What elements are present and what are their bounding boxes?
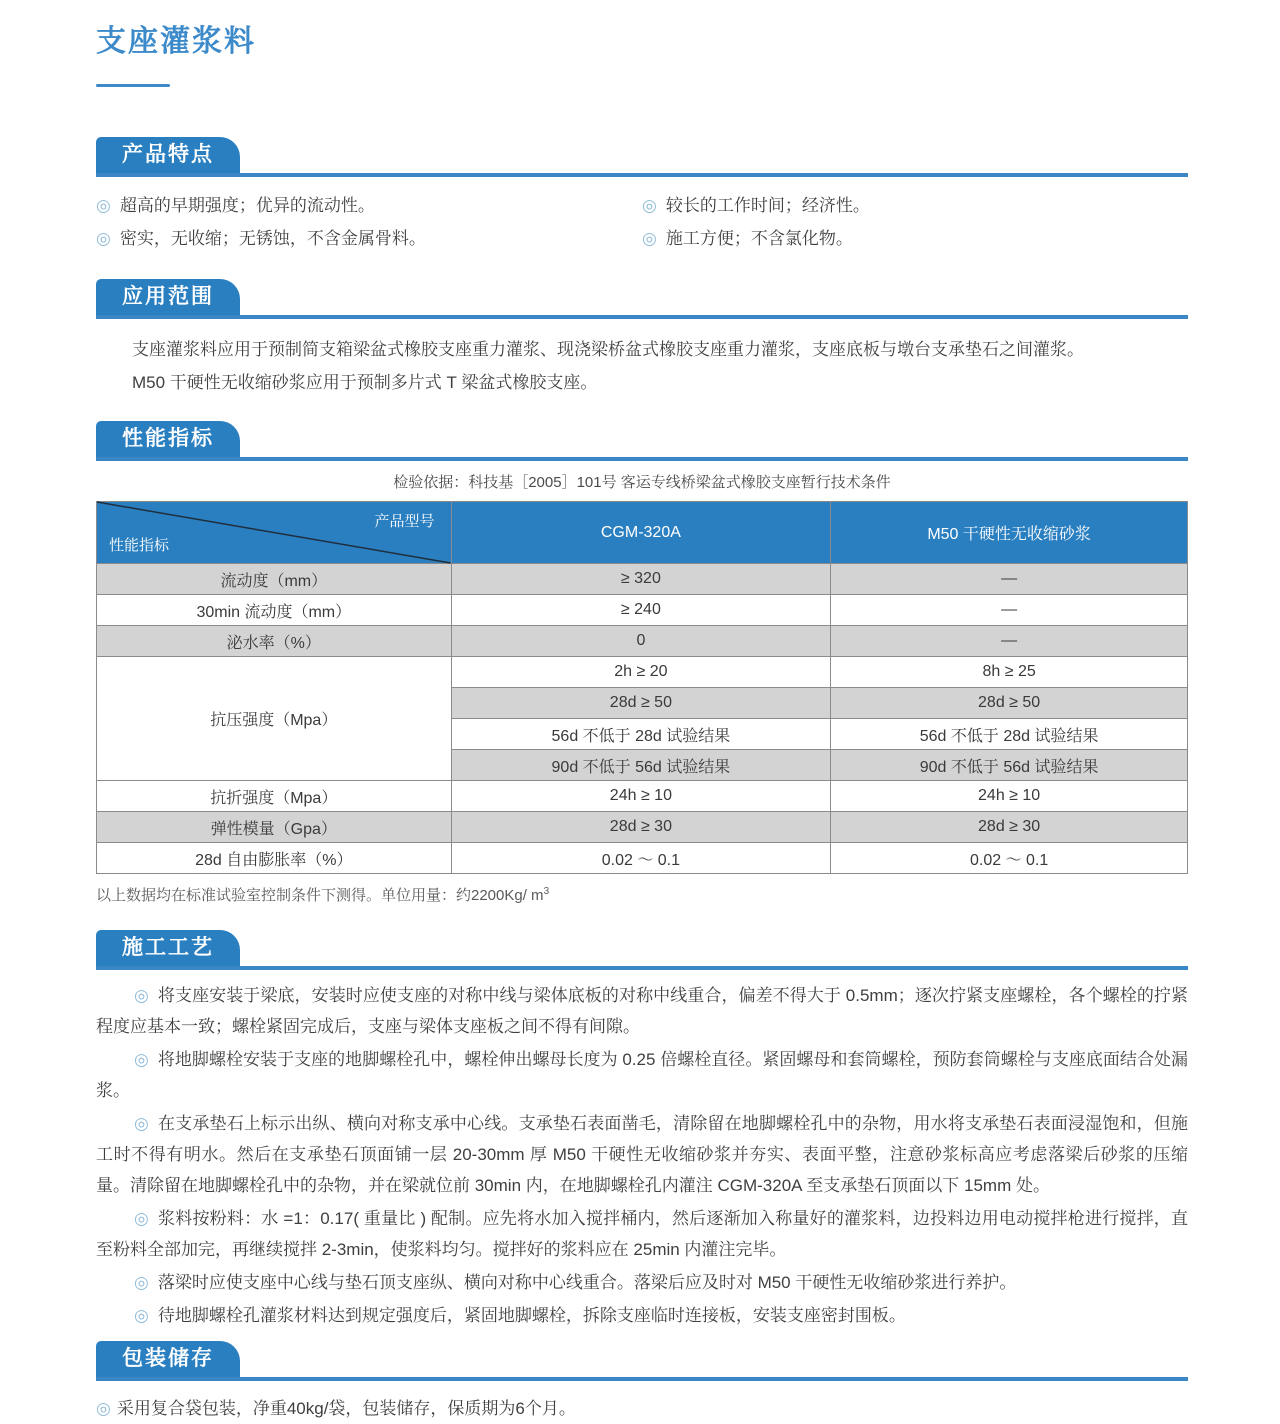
application-paragraphs — [96, 333, 1188, 399]
row-label: 30min 流动度（mm） — [97, 595, 452, 626]
cell-value: — — [831, 595, 1188, 626]
feature-text: 超高的早期强度；优异的流动性。 — [119, 196, 375, 215]
section-header — [96, 279, 1188, 319]
note-superscript: 3 — [543, 886, 550, 897]
list-item — [96, 1203, 1188, 1265]
performance-table — [96, 501, 1188, 874]
construction-paragraphs — [96, 980, 1188, 1331]
table-row — [97, 781, 1188, 812]
row-label-compressive: 抗压强度（Mpa） — [97, 657, 452, 781]
row-label: 弹性模量（Gpa） — [97, 812, 452, 843]
step-text: 落梁时应使支座中心线与垫石顶支座纵、横向对称中心线重合。落梁后应及时对 M50 干硬性无收缩砂浆进行养护。 — [157, 1273, 1017, 1292]
step-text: 在支承垫石上标示出纵、横向对称支承中心线。支承垫石表面凿毛，清除留在地脚螺栓孔中的杂物，用水将支承垫石表面浸湿饱和，但施工时不得有明水。然后在支承垫石顶面铺一层 20-30mm 厚 M50 干硬性无收缩砂浆并夯实、表面平整，注意砂浆标高应考虑落梁后砂浆的压缩量。清除留在地脚螺栓孔中的杂物，并在梁就位前 30min 内，在地脚螺栓孔内灌注 CGM-320A 至支承垫石顶面以下 15mm 处。 — [96, 1114, 1188, 1195]
table-corner-cell — [97, 502, 452, 564]
features-list — [96, 189, 1188, 255]
cell-value: 56d 不低于 28d 试验结果 — [451, 719, 831, 750]
table-header-row — [97, 502, 1188, 564]
section-header — [96, 930, 1188, 970]
cell-value: 28d ≥ 50 — [451, 688, 831, 719]
step-text: 将支座安装于梁底，安装时应使支座的对称中线与梁体底板的对称中线重合，偏差不得大于 0.5mm；逐次拧紧支座螺栓，各个螺栓的拧紧程度应基本一致；螺栓紧固完成后，支座与梁体支座板之间不得有间隙。 — [96, 986, 1188, 1036]
list-item — [96, 1044, 1188, 1106]
page-title: 支座灌浆料 — [96, 25, 256, 58]
section-construction — [96, 930, 1188, 1331]
cell-value: 0 — [451, 626, 831, 657]
column-header-cgm: CGM-320A — [451, 502, 831, 564]
section-badge-construction: 施工工艺 — [96, 930, 240, 966]
step-text: 待地脚螺栓孔灌浆材料达到规定强度后，紧固地脚螺栓，拆除支座临时连接板，安装支座密封围板。 — [157, 1306, 906, 1325]
cell-value: 28d ≥ 30 — [831, 812, 1188, 843]
bullseye-icon: ◎ — [642, 196, 657, 215]
step-text: 浆料按粉料：水 =1：0.17( 重量比 ) 配制。应先将水加入搅拌桶内，然后逐渐加入称量好的灌浆料，边投料边用电动搅拌枪进行搅拌，直至粉料全部加完，再继续搅拌 2-3min，使浆料均匀。搅拌好的浆料应在 25min 内灌注完毕。 — [96, 1209, 1188, 1259]
section-features — [96, 137, 1188, 255]
cell-value: 24h ≥ 10 — [831, 781, 1188, 812]
section-header — [96, 137, 1188, 177]
cell-value: 2h ≥ 20 — [451, 657, 831, 688]
cell-value: 56d 不低于 28d 试验结果 — [831, 719, 1188, 750]
feature-text: 密实，无收缩；无锈蚀，不含金属骨料。 — [119, 229, 426, 248]
bullseye-icon: ◎ — [134, 1273, 149, 1292]
row-label: 泌水率（%） — [97, 626, 452, 657]
step-text: 将地脚螺栓安装于支座的地脚螺栓孔中，螺栓伸出螺母长度为 0.25 倍螺栓直径。紧固螺母和套筒螺栓，预防套筒螺栓与支座底面结合处漏浆。 — [96, 1050, 1189, 1100]
table-row — [97, 564, 1188, 595]
table-row — [97, 595, 1188, 626]
section-badge-performance: 性能指标 — [96, 421, 240, 457]
section-performance — [96, 421, 1188, 905]
section-header — [96, 1341, 1188, 1381]
corner-label-indicator: 性能指标 — [109, 537, 170, 554]
section-badge-application: 应用范围 — [96, 279, 240, 315]
bullseye-icon: ◎ — [134, 1114, 150, 1133]
cell-value: 90d 不低于 56d 试验结果 — [831, 750, 1188, 781]
section-packaging — [96, 1341, 1188, 1424]
table-row — [97, 657, 1188, 688]
bullseye-icon: ◎ — [134, 1209, 150, 1228]
row-label: 流动度（mm） — [97, 564, 452, 595]
cell-value: ≥ 240 — [451, 595, 831, 626]
table-note — [96, 884, 1188, 905]
list-item — [96, 189, 642, 222]
list-item — [96, 1300, 1188, 1331]
cell-value: 24h ≥ 10 — [451, 781, 831, 812]
cell-value: ≥ 320 — [451, 564, 831, 595]
bullseye-icon: ◎ — [96, 1399, 111, 1418]
corner-label-product-model: 产品型号 — [374, 513, 435, 530]
bullseye-icon: ◎ — [134, 986, 149, 1005]
cell-value: — — [831, 564, 1188, 595]
cell-value: 28d ≥ 50 — [831, 688, 1188, 719]
section-application — [96, 279, 1188, 399]
paragraph: 支座灌浆料应用于预制简支箱梁盆式橡胶支座重力灌浆、现浇梁桥盆式橡胶支座重力灌浆，支座底板与墩台支承垫石之间灌浆。 — [132, 340, 1084, 359]
list-item — [96, 1108, 1188, 1201]
feature-text: 较长的工作时间；经济性。 — [665, 196, 870, 215]
column-header-m50: M50 干硬性无收缩砂浆 — [831, 502, 1188, 564]
bullseye-icon: ◎ — [134, 1306, 149, 1325]
cell-value: 28d ≥ 30 — [451, 812, 831, 843]
packaging-text: 采用复合袋包装，净重40kg/袋，包装储存，保质期为6个月。 — [116, 1399, 576, 1418]
list-item — [96, 980, 1188, 1042]
bullseye-icon: ◎ — [134, 1050, 149, 1069]
table-row — [97, 626, 1188, 657]
list-item — [96, 222, 642, 255]
note-text: 以上数据均在标准试验室控制条件下测得。单位用量：约2200Kg/ m — [96, 887, 544, 904]
table-row — [97, 812, 1188, 843]
list-item — [642, 222, 1188, 255]
features-col-left — [96, 189, 642, 255]
section-header — [96, 421, 1188, 461]
cell-value: — — [831, 626, 1188, 657]
row-label: 28d 自由膨胀率（%） — [97, 843, 452, 874]
test-basis-text: 检验依据：科技基［2005］101号 客运专线桥梁盆式橡胶支座暂行技术条件 — [393, 474, 891, 491]
feature-text: 施工方便；不含氯化物。 — [665, 229, 853, 248]
bullseye-icon: ◎ — [96, 196, 111, 215]
list-item — [96, 1267, 1188, 1298]
list-item — [642, 189, 1188, 222]
cell-value: 90d 不低于 56d 试验结果 — [451, 750, 831, 781]
bullseye-icon: ◎ — [96, 229, 111, 248]
bullseye-icon: ◎ — [642, 229, 657, 248]
cell-value: 8h ≥ 25 — [831, 657, 1188, 688]
row-label: 抗折强度（Mpa） — [97, 781, 452, 812]
paragraph: M50 干硬性无收缩砂浆应用于预制多片式 T 梁盆式橡胶支座。 — [132, 373, 598, 392]
features-col-right — [642, 189, 1188, 255]
section-badge-packaging: 包装储存 — [96, 1341, 240, 1377]
list-item — [96, 1393, 1188, 1424]
section-badge-features: 产品特点 — [96, 137, 240, 173]
title-underline — [96, 84, 170, 87]
cell-value: 0.02 ～ 0.1 — [831, 843, 1188, 874]
cell-value: 0.02 ～ 0.1 — [451, 843, 831, 874]
table-row — [97, 843, 1188, 874]
